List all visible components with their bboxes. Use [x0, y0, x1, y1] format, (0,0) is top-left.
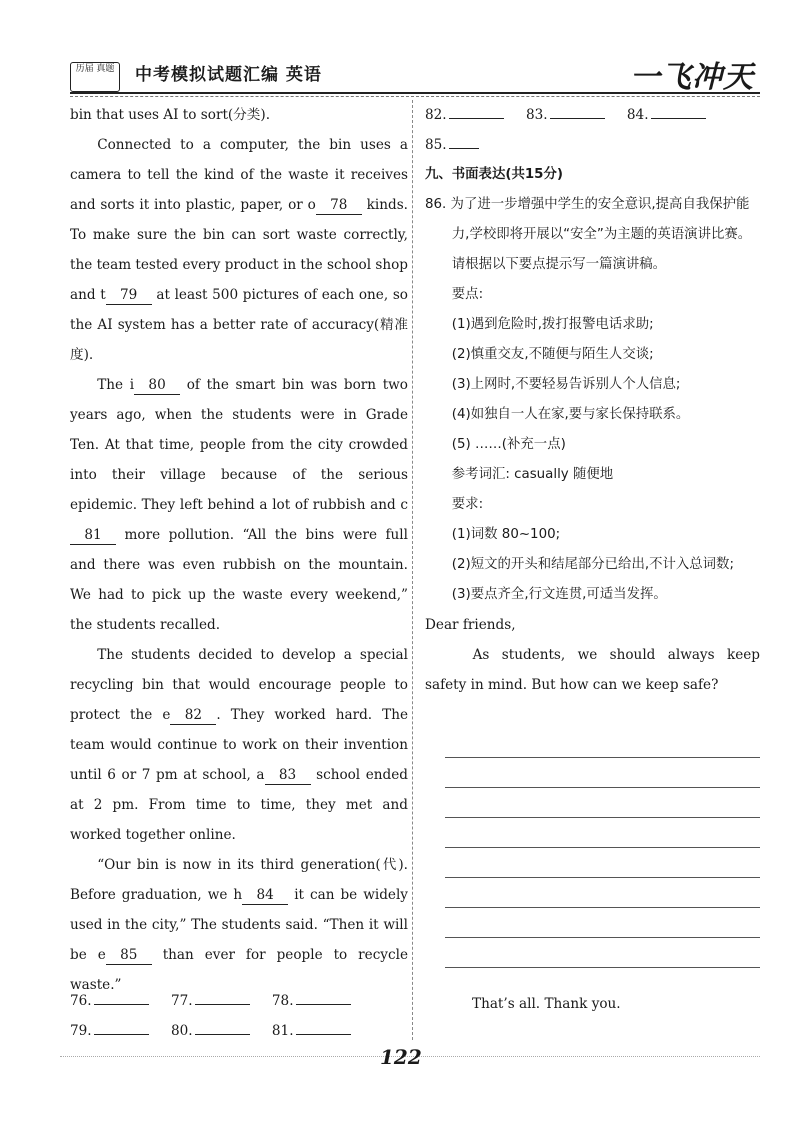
requirement-item: (1)词数 80~100; — [451, 527, 561, 542]
points-title: 要点: — [451, 287, 484, 302]
answer-field[interactable] — [449, 106, 504, 119]
passage-paragraph: “Our bin is now in its third generation(代). Before graduation, we h 84 it can be widely used in the city,” The students said. “Then it will be e 85 than ever for people to recycle waste.” — [70, 857, 408, 993]
blank-82: 82 — [170, 706, 216, 725]
answer-row: 76. 77. 78. — [70, 992, 369, 1009]
passage-paragraph: Connected to a computer, the bin uses a camera to tell the kind of the waste it receives and sorts it into plastic, paper, or o 78 kinds. To make sure the bin can sort waste correctly, the team tested every product in the school shop and t 79 at least 500 pictures of each one, so the AI system has a better rate of accuracy(精准度). — [70, 137, 408, 363]
writing-line[interactable] — [445, 787, 760, 788]
blank-79: 79 — [106, 286, 152, 305]
passage-paragraph: The i 80 of the smart bin was born two years ago, when the students were in Grade Ten. At that time, people from the city crowded into their village because of the serious epidemic. They left behind a lot of rubbish and c81 more pollution. “All the bins were full and there was even rubbish on the mountain. We had to pick up the waste every weekend,” the students recalled. — [70, 377, 408, 633]
book-title: 中考模拟试题汇编 英语 — [135, 65, 322, 85]
answer-row: 82. 83. 84. — [425, 100, 760, 130]
writing-line[interactable] — [445, 817, 760, 818]
brand-title: 一飞冲天 — [630, 60, 754, 95]
requirement-item: (2)短文的开头和结尾部分已给出,不计入总词数; — [451, 557, 734, 572]
column-divider — [412, 100, 413, 1040]
letter-greeting: Dear friends, — [425, 617, 516, 633]
point-item: (5) ……(补充一点) — [451, 437, 566, 452]
answer-field[interactable] — [94, 1022, 149, 1035]
vocab-note: 参考词汇: casually 随便地 — [451, 467, 614, 482]
writing-line[interactable] — [445, 907, 760, 908]
answer-field[interactable] — [550, 106, 605, 119]
answer-field[interactable] — [651, 106, 706, 119]
requirement-item: (3)要点齐全,行文连贯,可适当发挥。 — [451, 587, 667, 602]
blank-80: 80 — [134, 376, 180, 395]
answer-field[interactable] — [94, 992, 149, 1005]
answer-field[interactable] — [296, 1022, 351, 1035]
blank-78: 78 — [316, 196, 362, 215]
point-item: (1)遇到危险时,拨打报警电话求助; — [451, 317, 654, 332]
passage-line: bin that uses AI to sort(分类). — [70, 107, 271, 123]
point-item: (4)如独自一人在家,要与家长保持联系。 — [451, 407, 690, 422]
writing-line[interactable] — [445, 757, 760, 758]
requirements-title: 要求: — [451, 497, 484, 512]
question-86: 86. 为了进一步增强中学生的安全意识,提高自我保护能力,学校即将开展以“安全”为主题的英语演讲比赛。请根据以下要点提示写一篇演讲稿。 — [425, 197, 752, 272]
series-logo: 历届 真题 — [70, 62, 120, 92]
answer-field[interactable] — [195, 1022, 250, 1035]
point-item: (3)上网时,不要轻易告诉别人个人信息; — [451, 377, 681, 392]
answer-row: 85. — [425, 130, 760, 160]
letter-closing: That’s all. Thank you. — [472, 996, 621, 1012]
point-item: (2)慎重交友,不随便与陌生人交谈; — [451, 347, 654, 362]
blank-85: 85 — [106, 946, 152, 965]
answer-field[interactable] — [195, 992, 250, 1005]
blank-84: 84 — [242, 886, 288, 905]
right-column — [425, 100, 760, 700]
page-number: 122 — [380, 1045, 422, 1069]
passage-paragraph: The students decided to develop a special recycling bin that would encourage people to protect the e 82 . They worked hard. The team would continue to work on their invention until 6 or 7 pm at school, a 83 school ended at 2 pm. From time to time, they met and worked together online. — [70, 647, 409, 843]
answer-field[interactable] — [296, 992, 351, 1005]
left-column — [70, 100, 408, 1000]
blank-83: 83 — [265, 766, 311, 785]
writing-line[interactable] — [445, 847, 760, 848]
section-title: 九、书面表达(共15分) — [425, 167, 563, 182]
writing-line[interactable] — [445, 937, 760, 938]
blank-81: 81 — [70, 526, 116, 545]
letter-opening: As students, we should always keep safety in mind. But how can we keep safe? — [425, 647, 760, 693]
header-rule — [70, 92, 760, 94]
header-rule-dashed — [70, 96, 760, 97]
answer-row: 79. 80. 81. — [70, 1022, 369, 1039]
writing-line[interactable] — [445, 967, 760, 968]
answer-field[interactable] — [449, 136, 479, 149]
writing-line[interactable] — [445, 877, 760, 878]
